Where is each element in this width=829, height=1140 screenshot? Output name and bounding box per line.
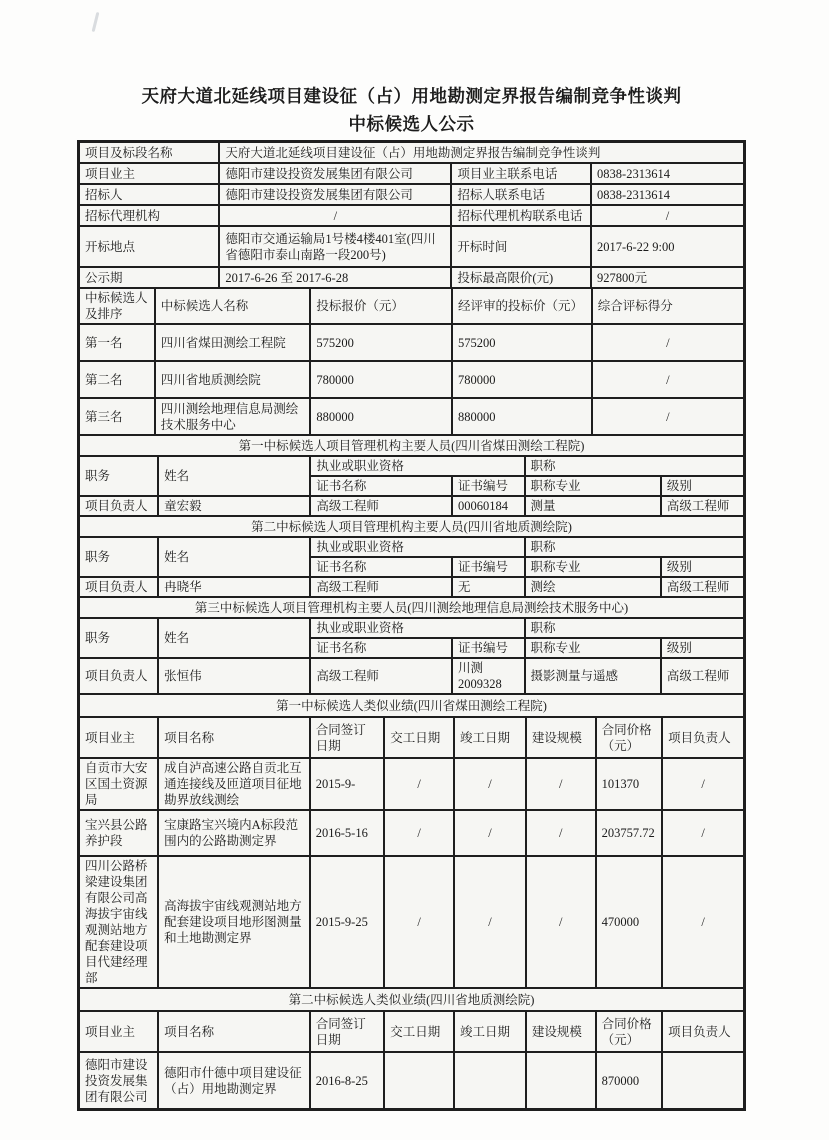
cert-no-value: 无 — [452, 577, 524, 597]
title-level-value: 高级工程师 — [661, 496, 744, 516]
candidates-score-header: 综合评标得分 — [592, 288, 744, 324]
perf-scale-header: 建设规模 — [526, 717, 596, 758]
owner-label: 项目业主 — [79, 163, 219, 184]
candidate-score: / — [592, 398, 744, 435]
perf-manager: / — [662, 856, 744, 988]
project-name-label: 项目及标段名称 — [79, 142, 219, 163]
owner-value: 德阳市建设投资发展集团有限公司 — [219, 163, 451, 184]
candidate-name: 四川测绘地理信息局测绘技术服务中心 — [155, 398, 311, 435]
tenderer-row — [79, 184, 744, 205]
personnel-header-row-1 — [79, 456, 744, 476]
cert-name-header: 证书名称 — [310, 476, 452, 496]
candidate-score: / — [592, 361, 744, 398]
perf-completion-date: / — [454, 810, 526, 856]
name-header: 姓名 — [158, 618, 310, 658]
duty-header: 职务 — [79, 537, 158, 577]
perf-sign-date: 2015-9-25 — [310, 856, 384, 988]
tenderer-phone-value: 0838-2313614 — [591, 184, 744, 205]
cert-name-value: 高级工程师 — [310, 577, 452, 597]
max-price-label: 投标最高限价(元) — [451, 267, 591, 288]
owner-row — [79, 163, 744, 184]
performance-row-1 — [79, 758, 744, 810]
name-header: 姓名 — [158, 456, 310, 496]
candidates-header-row — [79, 288, 744, 324]
perf-sign-date: 2015-9- — [310, 758, 384, 810]
candidate-evaluated: 780000 — [452, 361, 592, 398]
perf-scale: / — [526, 810, 596, 856]
personnel-header-row-1 — [79, 537, 744, 557]
perf-price: 470000 — [596, 856, 663, 988]
perf-owner: 宝兴县公路养护段 — [79, 810, 158, 856]
qualification-header: 执业或职业资格 — [310, 618, 524, 638]
candidate-rank: 第三名 — [79, 398, 155, 435]
duty-value: 项目负责人 — [79, 496, 158, 516]
title-level-value: 高级工程师 — [661, 658, 744, 694]
candidates-rank-header: 中标候选人及排序 — [79, 288, 155, 324]
perf-completion-date: / — [454, 856, 526, 988]
title-level-header: 级别 — [661, 557, 744, 577]
performance-table-2 — [78, 987, 745, 1110]
perf-delivery-date-header: 交工日期 — [384, 1011, 454, 1052]
title-major-header: 职称专业 — [525, 557, 661, 577]
performance-row-2 — [79, 810, 744, 856]
personnel-table-2 — [78, 515, 745, 598]
title-group-header: 职称 — [525, 456, 744, 476]
open-place-value: 德阳市交通运输局1号楼4楼401室(四川省德阳市泰山南路一段200号) — [219, 226, 451, 267]
cert-name-header: 证书名称 — [310, 557, 452, 577]
publicity-label: 公示期 — [79, 267, 219, 288]
agency-phone-value: / — [591, 205, 744, 226]
candidate-rank: 第二名 — [79, 361, 155, 398]
publicity-row — [79, 267, 744, 288]
candidate-row-2 — [79, 361, 744, 398]
performance-row-1 — [79, 1052, 744, 1109]
perf-manager — [662, 1052, 744, 1109]
perf-manager-header: 项目负责人 — [662, 1011, 744, 1052]
personnel-data-row — [79, 496, 744, 516]
perf-scale — [526, 1052, 596, 1109]
performance-header-row — [79, 1011, 744, 1052]
candidates-bid-header: 投标报价（元） — [310, 288, 452, 324]
candidates-name-header: 中标候选人名称 — [155, 288, 311, 324]
performance-section-title: 第一中标候选人类似业绩(四川省煤田测绘工程院) — [79, 694, 744, 717]
personnel-section-title-row — [79, 597, 744, 618]
personnel-data-row — [79, 577, 744, 597]
candidate-score: / — [592, 324, 744, 361]
notice-table — [77, 140, 746, 1111]
cert-name-value: 高级工程师 — [310, 496, 452, 516]
agency-label: 招标代理机构 — [79, 205, 219, 226]
perf-sign-date: 2016-8-25 — [310, 1052, 384, 1109]
perf-completion-date-header: 竣工日期 — [454, 717, 526, 758]
document-title-line1: 天府大道北延线项目建设征（占）用地勘测定界报告编制竞争性谈判 — [141, 86, 682, 106]
perf-name: 德阳市什德中项目建设征（占）用地勘测定界 — [158, 1052, 310, 1109]
candidate-row-1 — [79, 324, 744, 361]
personnel-header-row-1 — [79, 618, 744, 638]
project-name-value: 天府大道北延线项目建设征（占）用地勘测定界报告编制竞争性谈判 — [219, 142, 744, 163]
cert-name-header: 证书名称 — [310, 638, 452, 658]
perf-manager: / — [662, 810, 744, 856]
perf-delivery-date: / — [384, 856, 454, 988]
personnel-section-title-row — [79, 516, 744, 537]
cert-no-header: 证书编号 — [452, 638, 524, 658]
tenderer-value: 德阳市建设投资发展集团有限公司 — [219, 184, 451, 205]
open-place-row — [79, 226, 744, 267]
performance-table-1 — [78, 693, 745, 989]
perf-price-header: 合同价格（元） — [596, 1011, 663, 1052]
perf-manager: / — [662, 758, 744, 810]
name-value: 冉晓华 — [158, 577, 310, 597]
project-name-row — [79, 142, 744, 163]
publicity-value: 2017-6-26 至 2017-6-28 — [219, 267, 451, 288]
perf-sign-date: 2016-5-16 — [310, 810, 384, 856]
perf-name: 高海拔宇宙线观测站地方配套建设项目地形图测量和土地勘测定界 — [158, 856, 310, 988]
owner-phone-value: 0838-2313614 — [591, 163, 744, 184]
title-group-header: 职称 — [525, 618, 744, 638]
open-place-label: 开标地点 — [79, 226, 219, 267]
candidates-table — [78, 287, 745, 436]
perf-owner: 自贡市大安区国土资源局 — [79, 758, 158, 810]
performance-section-title-row — [79, 988, 744, 1011]
perf-delivery-date: / — [384, 810, 454, 856]
perf-delivery-date — [384, 1052, 454, 1109]
title-major-header: 职称专业 — [525, 638, 661, 658]
performance-header-row — [79, 717, 744, 758]
name-value: 童宏毅 — [158, 496, 310, 516]
perf-owner-header: 项目业主 — [79, 717, 158, 758]
qualification-header: 执业或职业资格 — [310, 537, 524, 557]
perf-sign-date-header: 合同签订日期 — [310, 717, 384, 758]
personnel-section-title: 第二中标候选人项目管理机构主要人员(四川省地质测绘院) — [79, 516, 744, 537]
performance-section-title-row — [79, 694, 744, 717]
perf-owner-header: 项目业主 — [79, 1011, 158, 1052]
perf-price: 101370 — [596, 758, 663, 810]
perf-name-header: 项目名称 — [158, 717, 310, 758]
duty-header: 职务 — [79, 456, 158, 496]
candidate-bid: 780000 — [310, 361, 452, 398]
personnel-data-row — [79, 658, 744, 694]
candidate-bid: 575200 — [310, 324, 452, 361]
tenderer-phone-label: 招标人联系电话 — [451, 184, 591, 205]
perf-scale: / — [526, 758, 596, 810]
cert-no-value: 川测 2009328 — [452, 658, 524, 694]
perf-manager-header: 项目负责人 — [662, 717, 744, 758]
perf-name: 宝康路宝兴境内A标段范围内的公路勘测定界 — [158, 810, 310, 856]
perf-name-header: 项目名称 — [158, 1011, 310, 1052]
perf-price: 870000 — [596, 1052, 663, 1109]
project-info-table — [78, 141, 745, 289]
performance-row-3 — [79, 856, 744, 988]
tenderer-label: 招标人 — [79, 184, 219, 205]
perf-owner: 德阳市建设投资发展集团有限公司 — [79, 1052, 158, 1109]
title-major-value: 测绘 — [525, 577, 661, 597]
title-major-header: 职称专业 — [525, 476, 661, 496]
performance-section-title: 第二中标候选人类似业绩(四川省地质测绘院) — [79, 988, 744, 1011]
cert-name-value: 高级工程师 — [310, 658, 452, 694]
duty-value: 项目负责人 — [79, 658, 158, 694]
document-title — [70, 82, 753, 139]
perf-scale-header: 建设规模 — [526, 1011, 596, 1052]
perf-delivery-date: / — [384, 758, 454, 810]
candidate-name: 四川省地质测绘院 — [155, 361, 311, 398]
personnel-table-3 — [78, 596, 745, 695]
personnel-section-title-row — [79, 435, 744, 456]
candidate-name: 四川省煤田测绘工程院 — [155, 324, 311, 361]
duty-value: 项目负责人 — [79, 577, 158, 597]
perf-delivery-date-header: 交工日期 — [384, 717, 454, 758]
candidate-rank: 第一名 — [79, 324, 155, 361]
title-level-value: 高级工程师 — [661, 577, 744, 597]
candidate-evaluated: 880000 — [452, 398, 592, 435]
cert-no-value: 00060184 — [452, 496, 524, 516]
candidate-bid: 880000 — [310, 398, 452, 435]
personnel-section-title: 第一中标候选人项目管理机构主要人员(四川省煤田测绘工程院) — [79, 435, 744, 456]
agency-value: / — [219, 205, 451, 226]
title-level-header: 级别 — [661, 638, 744, 658]
owner-phone-label: 项目业主联系电话 — [451, 163, 591, 184]
title-major-value: 测量 — [525, 496, 661, 516]
title-level-header: 级别 — [661, 476, 744, 496]
scan-artifact — [92, 12, 100, 32]
perf-completion-date — [454, 1052, 526, 1109]
agency-row — [79, 205, 744, 226]
document-title-line2: 中标候选人公示 — [348, 114, 475, 135]
perf-scale: / — [526, 856, 596, 988]
perf-name: 成自泸高速公路自贡北互通连接线及匝道项目征地勘界放线测绘 — [158, 758, 310, 810]
name-header: 姓名 — [158, 537, 310, 577]
name-value: 张恒伟 — [158, 658, 310, 694]
agency-phone-label: 招标代理机构联系电话 — [451, 205, 591, 226]
personnel-table-1 — [78, 434, 745, 517]
personnel-section-title: 第三中标候选人项目管理机构主要人员(四川测绘地理信息局测绘技术服务中心) — [79, 597, 744, 618]
open-time-value: 2017-6-22 9:00 — [591, 226, 744, 267]
perf-completion-date: / — [454, 758, 526, 810]
open-time-label: 开标时间 — [451, 226, 591, 267]
duty-header: 职务 — [79, 618, 158, 658]
qualification-header: 执业或职业资格 — [310, 456, 524, 476]
candidate-evaluated: 575200 — [452, 324, 592, 361]
perf-owner: 四川公路桥梁建设集团有限公司高海拔宇宙线观测站地方配套建设项目代建经理部 — [79, 856, 158, 988]
perf-completion-date-header: 竣工日期 — [454, 1011, 526, 1052]
title-major-value: 摄影测量与遥感 — [525, 658, 661, 694]
perf-price-header: 合同价格（元） — [596, 717, 663, 758]
perf-price: 203757.72 — [596, 810, 663, 856]
cert-no-header: 证书编号 — [452, 476, 524, 496]
max-price-value: 927800元 — [591, 267, 744, 288]
candidate-row-3 — [79, 398, 744, 435]
title-group-header: 职称 — [525, 537, 744, 557]
cert-no-header: 证书编号 — [452, 557, 524, 577]
perf-sign-date-header: 合同签订日期 — [310, 1011, 384, 1052]
candidates-evaluated-header: 经评审的投标价（元） — [452, 288, 592, 324]
